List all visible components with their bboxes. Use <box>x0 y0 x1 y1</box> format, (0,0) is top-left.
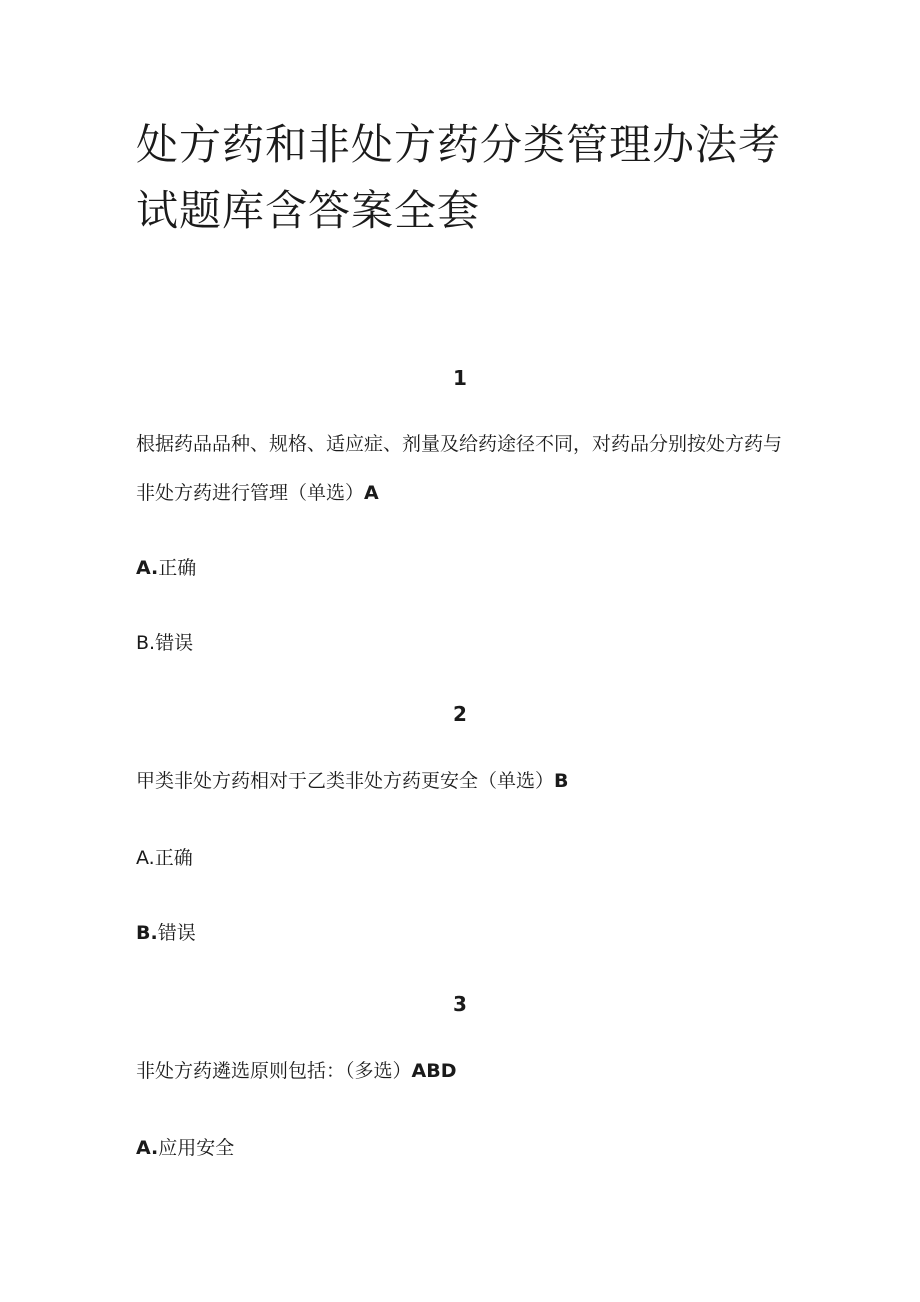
option-a <box>136 846 796 870</box>
option-letter: B. <box>136 632 156 654</box>
question-answer: A <box>364 482 379 504</box>
question-text <box>136 757 796 806</box>
option-text: 应用安全 <box>158 1137 235 1159</box>
question-text <box>136 1047 796 1096</box>
option-text: 正确 <box>154 847 193 869</box>
question-stem: 根据药品品种、规格、适应症、剂量及给药途径不同，对药品分别按处方药与非处方药进行管理（单选） <box>136 433 783 504</box>
document-title: 处方药和非处方药分类管理办法考试题库含答案全套 <box>136 120 782 235</box>
question-stem: 甲类非处方药相对于乙类非处方药更安全（单选） <box>136 770 555 792</box>
option-letter: A. <box>136 1137 159 1159</box>
question-number: 1 <box>453 366 467 390</box>
question-number: 3 <box>453 992 467 1016</box>
option-b <box>136 631 796 655</box>
option-letter: A. <box>136 847 155 869</box>
option-a <box>136 556 796 580</box>
question-answer: ABD <box>411 1060 457 1082</box>
option-text: 错误 <box>155 632 194 654</box>
option-text: 错误 <box>157 922 196 944</box>
question-answer: B <box>554 770 569 792</box>
option-a <box>136 1136 796 1160</box>
question-number: 2 <box>453 702 467 726</box>
question-stem: 非处方药遴选原则包括：（多选） <box>136 1060 412 1082</box>
option-letter: B. <box>136 922 158 944</box>
option-text: 正确 <box>158 557 197 579</box>
question-text <box>136 420 796 518</box>
option-b <box>136 921 796 945</box>
option-letter: A. <box>136 557 159 579</box>
